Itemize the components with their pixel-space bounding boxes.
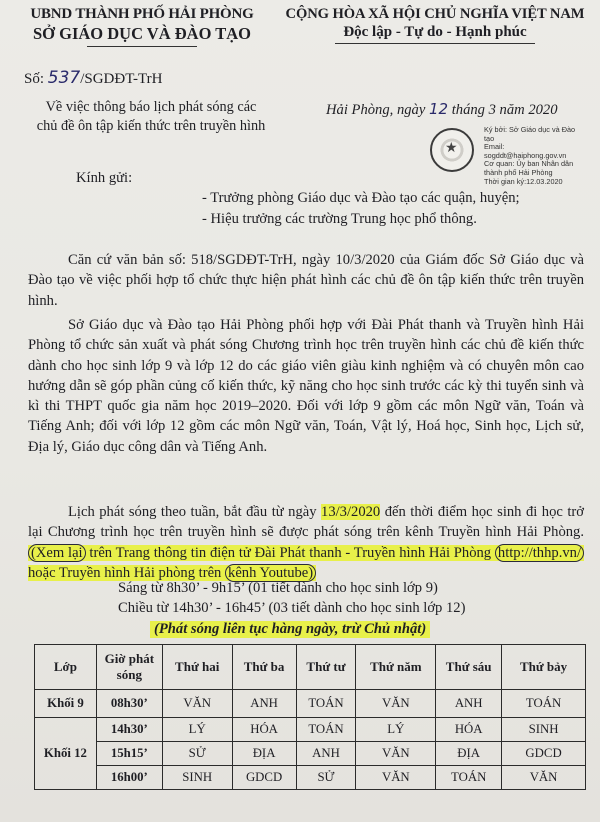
subject-cell: ĐỊA — [232, 742, 296, 766]
document-date — [326, 100, 558, 119]
p3-text-c: trên Trang thông tin điện tử Đài Phát thanh - Truyền hình Hải Phòng — [89, 544, 492, 561]
grade-12-cell: Khối 12 — [35, 718, 97, 790]
subject-cell: TOÁN — [502, 690, 586, 718]
sig-line-5: Cơ quan: Ủy ban Nhân dân — [484, 159, 574, 169]
docno-prefix: Số: — [24, 71, 45, 87]
grade-9-cell: Khối 9 — [35, 690, 97, 718]
subject-cell: ANH — [296, 742, 356, 766]
subject-cell: LÝ — [162, 718, 232, 742]
p3-text-a: Lịch phát sóng theo tuần, bắt đầu từ ngày — [68, 504, 317, 520]
header-cell: Thứ hai — [162, 645, 232, 690]
subject-cell: ANH — [436, 690, 502, 718]
date-prefix: Hải Phòng, ngày — [326, 102, 426, 118]
subject-cell: VĂN — [356, 766, 436, 790]
table-header-row — [35, 645, 586, 690]
issuer-underline — [87, 46, 197, 47]
afternoon-schedule: Chiều từ 14h30’ - 16h45’ (03 tiết dành cho học sinh lớp 12) — [118, 600, 466, 616]
subject-line-1: Về việc thông báo lịch phát sóng các — [45, 99, 257, 115]
document-number — [24, 68, 162, 88]
morning-schedule: Sáng từ 8h30’ - 9h15’ (01 tiết dành cho học sinh lớp 9) — [118, 580, 438, 596]
subject-cell: SINH — [502, 718, 586, 742]
paragraph-1: Căn cứ văn bản số: 518/SGDĐT-TrH, ngày 10/3/2020 của Giám đốc Sở Giáo dục và Đào tạo về việc phối hợp tổ chức thực hiện phát hình các chủ đề ôn tập kiến thức trên truyền hình. — [28, 252, 584, 309]
table-row — [35, 690, 586, 718]
motto-underline — [335, 43, 535, 44]
subject-cell: LÝ — [356, 718, 436, 742]
time-cell: 14h30’ — [96, 718, 162, 742]
subject-cell: GDCD — [232, 766, 296, 790]
addressee-label: Kính gửi: — [76, 170, 133, 186]
subject-cell: SINH — [162, 766, 232, 790]
recipient-1: - Trưởng phòng Giáo dục và Đào tạo các quận, huyện; — [202, 190, 520, 206]
subject-cell: SỬ — [162, 742, 232, 766]
issuer-name: SỞ GIÁO DỤC VÀ ĐÀO TẠO — [32, 24, 252, 43]
issuer-parent: UBND THÀNH PHỐ HẢI PHÒNG — [30, 6, 254, 22]
p3-start-date: 13/3/2020 — [321, 504, 381, 520]
national-motto: Độc lập - Tự do - Hạnh phúc — [343, 24, 527, 40]
table-row — [35, 718, 586, 742]
broadcast-note: (Phát sóng liên tục hàng ngày, trừ Chủ nhật) — [150, 621, 430, 638]
date-day: 12 — [428, 100, 449, 118]
youtube-channel-link[interactable]: kênh Youtube) — [225, 564, 316, 582]
subject-cell: SỬ — [296, 766, 356, 790]
subject-cell: TOÁN — [296, 690, 356, 718]
subject-line-2: chủ đề ôn tập kiến thức trên truyền hình — [36, 118, 266, 134]
subject-cell: GDCD — [502, 742, 586, 766]
website-link[interactable]: http://thhp.vn/ — [495, 544, 584, 562]
header-cell: Lớp — [35, 645, 97, 690]
docno-suffix: /SGDĐT-TrH — [80, 71, 163, 87]
subject-cell: TOÁN — [436, 766, 502, 790]
subject-cell: VĂN — [502, 766, 586, 790]
p3-text-d: hoặc Truyền hình Hải phòng trên — [28, 564, 222, 581]
broadcast-schedule-table — [34, 644, 586, 790]
digital-seal-icon: ★ — [430, 128, 474, 172]
issuer-header — [14, 6, 270, 47]
paragraph-2: Sở Giáo dục và Đào tạo Hải Phòng phối hợp với Đài Phát thanh và Truyền hình Hải Phòng tổ chức sản xuất và phát sóng Chương trình học trên truyền hình các chủ đề kiến thức dành cho học sinh lớp 9 và lớp 12 do các giáo viên giàu kinh nghiệm và có chuyên môn cao hướng dẫn sẽ góp phần củng cố kiến thức, kỹ năng cho học sinh trước các kỳ thi tuyển sinh và kì thi THPT quốc gia năm học 2019–2020. Đối với lớp 9 gồm các môn Ngữ văn, Toán và Tiếng Anh; đối với lớp 12 gồm các môn Ngữ văn, Toán, Vật lý, Hoá học, Sinh học, Lịch sử, Địa lý, Giáo dục công dân và Tiếng Anh. — [28, 317, 584, 455]
p3-xem-lai: (Xem lại — [28, 544, 86, 562]
docno-handwritten: 537 — [47, 68, 81, 88]
date-suffix: tháng 3 năm 2020 — [451, 102, 558, 118]
header-cell: Giờ phát sóng — [96, 645, 162, 690]
time-cell: 16h00’ — [96, 766, 162, 790]
time-cell: 08h30’ — [96, 690, 162, 718]
header-cell: Thứ ba — [232, 645, 296, 690]
subject-cell: VĂN — [356, 690, 436, 718]
subject-cell: ANH — [232, 690, 296, 718]
paragraph-3 — [28, 502, 584, 583]
header-cell: Thứ tư — [296, 645, 356, 690]
time-cell: 15h15’ — [96, 742, 162, 766]
subject-cell: HÓA — [436, 718, 502, 742]
digital-signature-info — [484, 126, 594, 186]
recipient-2: - Hiệu trưởng các trường Trung học phổ thông. — [202, 211, 477, 227]
subject-cell: ĐỊA — [436, 742, 502, 766]
sig-line-4: sogddt@haiphong.gov.vn — [484, 150, 567, 160]
subject-cell: HÓA — [232, 718, 296, 742]
sig-line-1: Ký bởi: Sở Giáo dục và Đào — [484, 125, 576, 134]
p3-text-b: đến thời điểm học sinh đi học trở lại Chương trình học trên truyền hình sẽ được phát sóng trên kênh Truyền hình Hải Phòng. — [28, 504, 584, 541]
subject-cell: VĂN — [356, 742, 436, 766]
sig-line-7: Thời gian ký:12.03.2020 — [484, 176, 563, 186]
national-title: CỘNG HÒA XÃ HỘI CHỦ NGHĨA VIỆT NAM — [285, 6, 585, 22]
table-row — [35, 766, 586, 790]
document-subject — [26, 98, 276, 136]
table-row — [35, 742, 586, 766]
subject-cell: VĂN — [162, 690, 232, 718]
header-cell: Thứ sáu — [436, 645, 502, 690]
national-header — [276, 6, 594, 44]
subject-cell: TOÁN — [296, 718, 356, 742]
sig-line-6: thành phố Hải Phòng — [484, 167, 553, 177]
sig-line-3: Email: — [484, 142, 505, 152]
header-cell: Thứ năm — [356, 645, 436, 690]
sig-line-2: tạo — [484, 133, 495, 143]
header-cell: Thứ bảy — [502, 645, 586, 690]
